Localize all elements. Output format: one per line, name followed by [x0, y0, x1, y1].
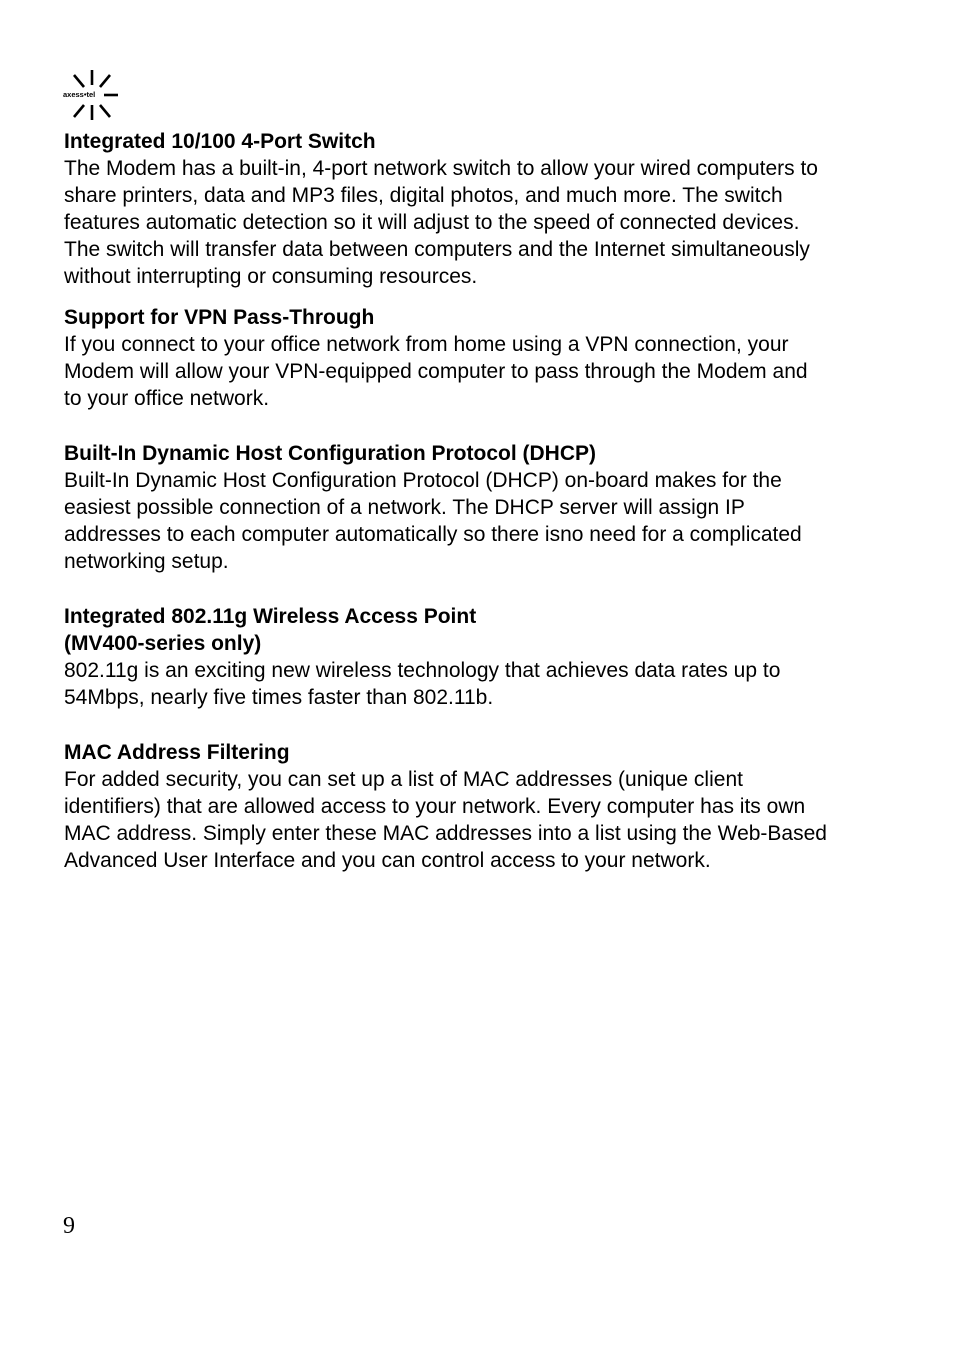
section-heading: Integrated 10/100 4-Port Switch: [64, 130, 376, 153]
paragraph-line: MAC address. Simply enter these MAC addresses into a list using the Web-Based: [64, 822, 827, 845]
paragraph-line: Modem will allow your VPN-equipped computer to pass through the Modem and: [64, 360, 808, 383]
paragraph-line: The Modem has a built-in, 4-port network switch to allow your wired computers to: [64, 157, 818, 180]
spacer: [64, 575, 904, 603]
paragraph-line: Built-In Dynamic Host Configuration Protocol (DHCP) on-board makes for the: [64, 469, 782, 492]
paragraph-line: Advanced User Interface and you can control access to your network.: [64, 849, 711, 872]
spacer: [64, 711, 904, 739]
paragraph-line: addresses to each computer automatically so there isno need for a complicated: [64, 523, 802, 546]
paragraph-line: The switch will transfer data between computers and the Internet simultaneously: [64, 238, 810, 261]
paragraph-line: 54Mbps, nearly five times faster than 802.11b.: [64, 686, 494, 709]
paragraph-line: share printers, data and MP3 files, digital photos, and much more. The switch: [64, 184, 783, 207]
paragraph-line: identifiers) that are allowed access to your network. Every computer has its own: [64, 795, 806, 818]
section-heading: MAC Address Filtering: [64, 741, 290, 764]
paragraph-line: 802.11g is an exciting new wireless technology that achieves data rates up to: [64, 659, 781, 682]
spacer: [64, 412, 904, 440]
section-wireless: [64, 603, 904, 711]
section-heading: Integrated 802.11g Wireless Access Point: [64, 605, 477, 628]
paragraph-line: For added security, you can set up a list of MAC addresses (unique client: [64, 768, 743, 791]
paragraph-line: networking setup.: [64, 550, 229, 573]
paragraph-line: easiest possible connection of a network. The DHCP server will assign IP: [64, 496, 745, 519]
section-heading: Built-In Dynamic Host Configuration Protocol (DHCP): [64, 442, 596, 465]
section-subheading: (MV400-series only): [64, 632, 262, 655]
paragraph-line: features automatic detection so it will adjust to the speed of connected devices.: [64, 211, 800, 234]
section-mac-filtering: [64, 739, 904, 874]
section-vpn: [64, 304, 904, 412]
paragraph-line: to your office network.: [64, 387, 270, 410]
section-heading: Support for VPN Pass-Through: [64, 306, 375, 329]
document-body: [64, 128, 904, 874]
logo-wordmark: axess•tel: [63, 90, 96, 99]
section-dhcp: [64, 440, 904, 575]
paragraph-line: If you connect to your office network from home using a VPN connection, your: [64, 333, 789, 356]
spacer: [64, 290, 904, 304]
section-switch: [64, 128, 904, 290]
page-number: 9: [63, 1213, 75, 1239]
paragraph-line: without interrupting or consuming resources.: [64, 265, 478, 288]
brand-logo: [62, 68, 120, 124]
